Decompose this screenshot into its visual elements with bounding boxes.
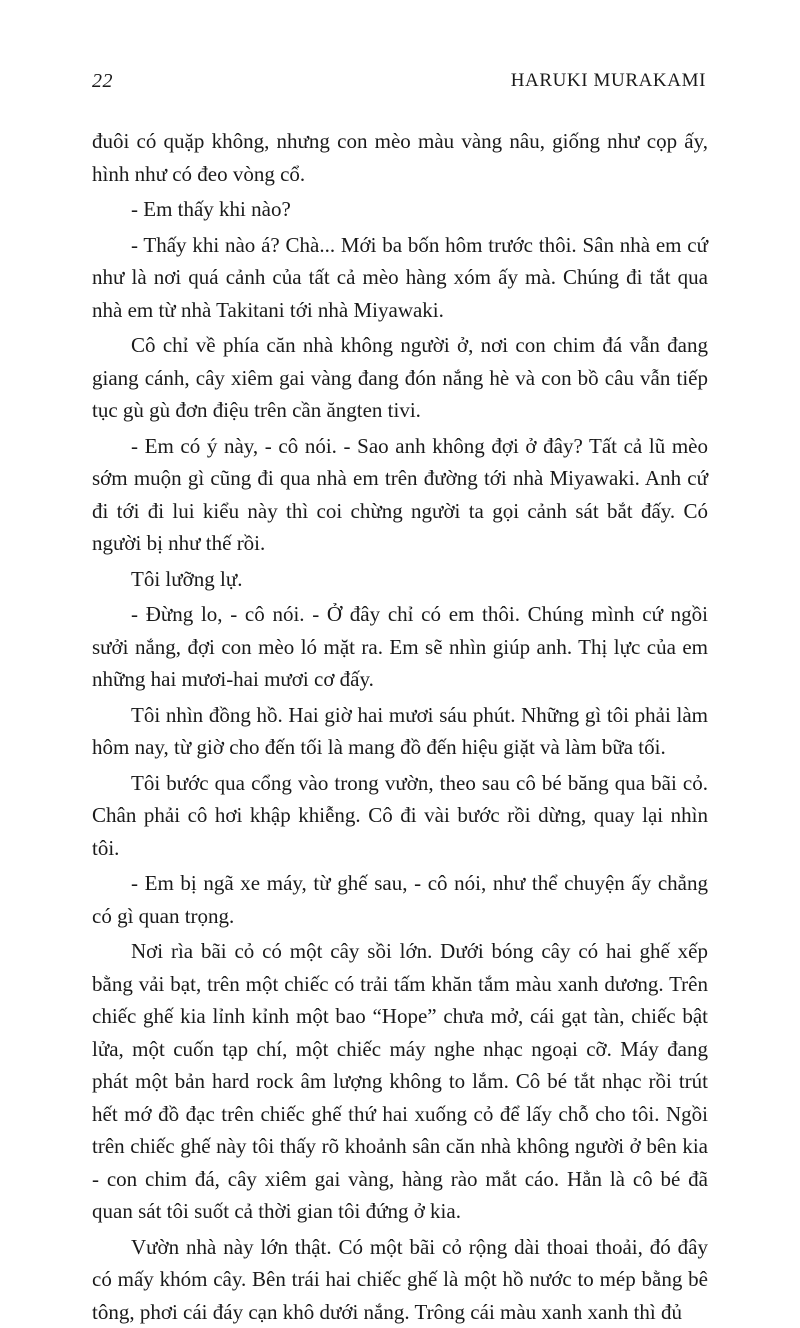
- dialogue-line: - Em có ý này, - cô nói. - Sao anh không đợi ở đây? Tất cả lũ mèo sớm muộn gì cũng đi qua nhà em trên đường tới nhà Miyawaki. Anh cứ đi tới đi lui kiểu này thì coi chừng người ta gọi cảnh sát bắt đấy. Có người bị như thế rồi.: [92, 430, 708, 560]
- dialogue-line: - Em bị ngã xe máy, từ ghế sau, - cô nói, như thể chuyện ấy chẳng có gì quan trọng.: [92, 867, 708, 932]
- dialogue-line: - Đừng lo, - cô nói. - Ở đây chỉ có em thôi. Chúng mình cứ ngồi sưởi nắng, đợi con mèo ló mặt ra. Em sẽ nhìn giúp anh. Thị lực của em những hai mươi-hai mươi cơ đấy.: [92, 598, 708, 696]
- paragraph: Tôi nhìn đồng hồ. Hai giờ hai mươi sáu phút. Những gì tôi phải làm hôm nay, từ giờ cho đến tối là mang đồ đến hiệu giặt và làm bữa tối.: [92, 699, 708, 764]
- paragraph: Tôi lưỡng lự.: [92, 563, 708, 596]
- paragraph: Cô chỉ về phía căn nhà không người ở, nơi con chim đá vẫn đang giang cánh, cây xiêm gai vàng đang đón nắng hè và con bồ câu vẫn tiếp tục gù gù đơn điệu trên cần ăngten tivi.: [92, 329, 708, 427]
- paragraph: Nơi rìa bãi cỏ có một cây sồi lớn. Dưới bóng cây có hai ghế xếp bằng vải bạt, trên một chiếc có trải tấm khăn tắm màu xanh dương. Trên chiếc ghế kia lỉnh kỉnh một bao “Hope” chưa mở, cái gạt tàn, chiếc bật lửa, một cuốn tạp chí, một chiếc máy nghe nhạc ngoại cỡ. Máy đang phát một bản hard rock âm lượng không to lắm. Cô bé tắt nhạc rồi trút hết mớ đồ đạc trên chiếc ghế thứ hai xuống cỏ để lấy chỗ cho tôi. Ngồi trên chiếc ghế này tôi thấy rõ khoảnh sân căn nhà không người ở bên kia - con chim đá, cây xiêm gai vàng, hàng rào mắt cáo. Hẳn là cô bé đã quan sát tôi suốt cả thời gian tôi đứng ở kia.: [92, 935, 708, 1228]
- page-header: [92, 70, 706, 100]
- paragraph: Vườn nhà này lớn thật. Có một bãi cỏ rộng dài thoai thoải, đó đây có mấy khóm cây. Bên trái hai chiếc ghế là một hồ nước to mép bằng bê tông, phơi cái đáy cạn khô dưới nắng. Trông cái màu xanh xanh thì đủ: [92, 1231, 708, 1328]
- paragraph-continued: đuôi có quặp không, nhưng con mèo màu vàng nâu, giống như cọp ấy, hình như có đeo vòng cổ.: [92, 125, 708, 190]
- dialogue-line: - Em thấy khi nào?: [92, 193, 708, 226]
- page-number: 22: [92, 70, 113, 93]
- paragraph: Tôi bước qua cổng vào trong vườn, theo sau cô bé băng qua bãi cỏ. Chân phải cô hơi khập khiễng. Cô đi vài bước rồi dừng, quay lại nhìn tôi.: [92, 767, 708, 865]
- dialogue-line: - Thấy khi nào á? Chà... Mới ba bốn hôm trước thôi. Sân nhà em cứ như là nơi quá cảnh của tất cả mèo hàng xóm ấy mà. Chúng đi tắt qua nhà em từ nhà Takitani tới nhà Miyawaki.: [92, 229, 708, 327]
- body-text: [92, 125, 708, 1328]
- running-head-author: HARUKI MURAKAMI: [511, 70, 706, 92]
